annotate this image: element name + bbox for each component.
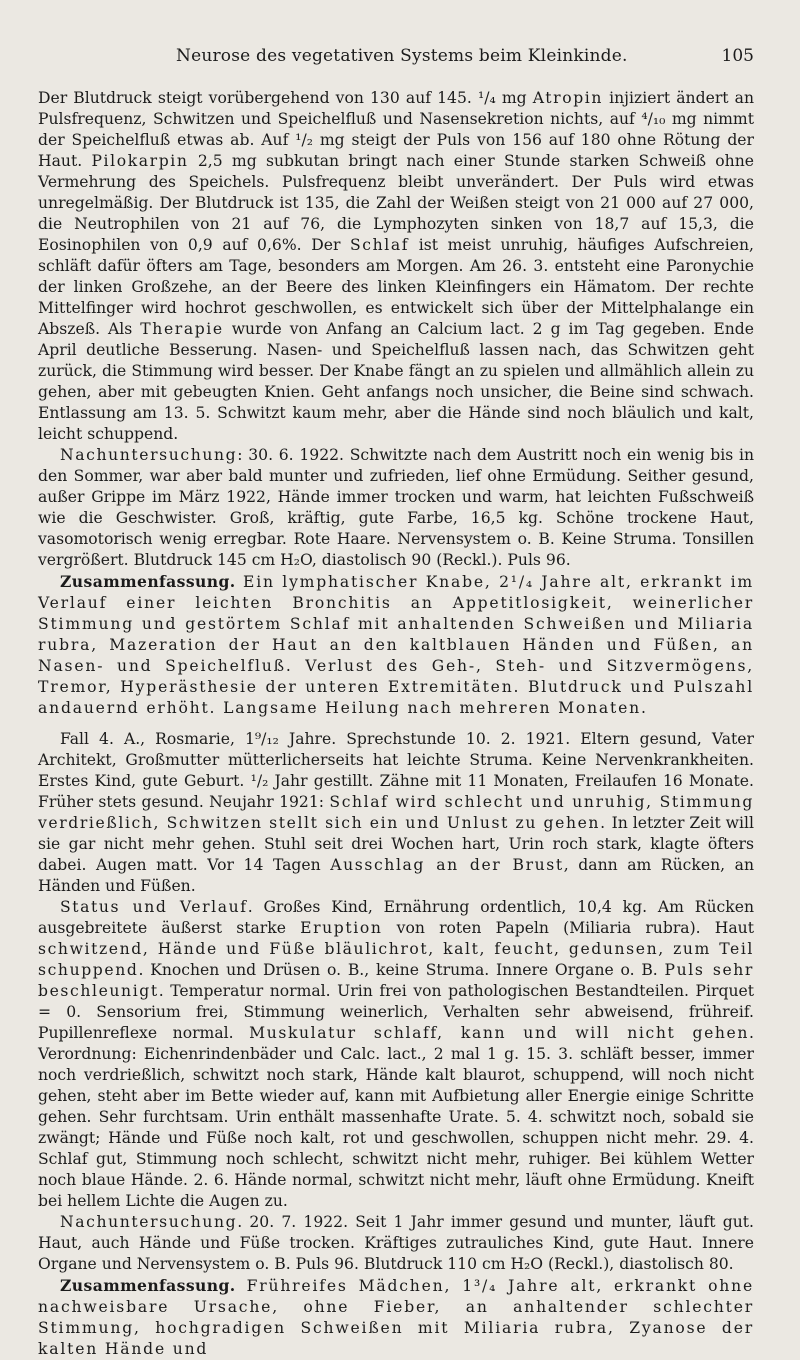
paragraph-case4-status [38,897,754,1212]
summary-heading: Zusammenfassung. [60,1276,236,1295]
text-run: . Knochen und Drüsen o. B., keine Struma. Innere Organe o. B. [138,961,665,979]
page-number: 105 [721,46,754,66]
text-run: . 20. 7. 1922. Seit 1 Jahr immer gesund und munter, läuft gut. Haut, auch Hände und Füße trocken. Kräftiges zutrauliches Kind, gute Haut. Innere Organe und Nervensystem o. B. Puls 96. Blutdruck 110 cm H₂O (Reckl.), diastolisch 80. [38,1213,754,1273]
spaced-term: Atropin [532,89,604,107]
spaced-term: Therapie [140,320,224,338]
paragraph-summary-case3 [38,571,754,719]
spaced-term: Status und Verlauf [60,898,248,916]
spaced-text: Frühreifes Mädchen, 1³/₄ Jahre alt, erkrankt ohne nachweisbare Ursache, ohne Fieber, an anhaltender schlechter Stimmung, hochgradigen Schweißen mit Miliaria rubra, Zyanose der kalten Hände und [38,1277,754,1358]
spaced-term: Nachuntersuchung [60,1213,238,1231]
spaced-text: Puls sehr beschleunigt [38,961,754,1000]
spaced-term: Schlaf [350,236,410,254]
text-run: Der Blutdruck steigt vorübergehend von 130 auf 145. ¹/₄ mg [38,89,533,107]
paragraph-followup-case4 [38,1212,754,1275]
paragraph-followup-case3 [38,445,754,571]
text-run: ist meist unruhig, häufiges Aufschreien, schläft dafür öfters am Tage, besonders am Morgen. Am 26. 3. entsteht eine Paronychie der linken Großzehe, an der Beere des linken Kleinfingers ein Hämatom. Der rechte Mittelfinger wird hochrot geschwollen, es entwickelt sich über der Mittelphalange ein Abszeß. Als [38,236,754,338]
running-header [38,46,754,70]
spaced-term: Pilokarpin [91,152,189,170]
spaced-text: Ein lymphatischer Knabe, 2¹/₄ Jahre alt, erkrankt im Verlauf einer leichten Bronchitis an Appetitlosigkeit, weinerlicher Stimmung und gestörtem Schlaf mit anhaltenden Schweißen und Miliaria rubra, Mazeration der Haut an den kaltblauen Händen und Füßen, an Nasen- und Speichelfluß. Verlust des Geh-, Steh- und Sitzvermögens, Tremor, Hyperästhesie der unteren Extremitäten. Blutdruck und Pulszahl andauernd erhöht. Langsame Heilung nach mehreren Monaten. [38,573,754,717]
text-run: : 30. 6. 1922. Schwitzte nach dem Austritt noch ein wenig bis in den Sommer, war aber bald munter und zufrieden, lief ohne Ermüdung. Seither gesund, außer Grippe im März 1922, Hände immer trocken und warm, hat leichten Fußschweiß wie die Geschwister. Groß, kräftig, gute Farbe, 16,5 kg. Schöne trockene Haut, vasomotorisch wenig erregbar. Rote Haare. Nervensystem o. B. Keine Struma. Tonsillen vergrößert. Blutdruck 145 cm H₂O, diastolisch 90 (Reckl.). Puls 96. [38,446,754,569]
text-run: von roten Papeln (Miliaria rubra). Haut [382,919,754,937]
text-run: Fall 4. A., Rosmarie, 1⁹/₁₂ Jahre. Sprechstunde 10. 2. 1921. Eltern gesund, Vater Architekt, Großmutter mütterlicherseits hat leichte Struma. Keine Nervenkrankheiten. Erstes Kind, gute Geburt. ¹/₂ Jahr gestillt. Zähne mit 11 Monaten, Freilaufen 16 Monate. Früher stets gesund. Neujahr 1921: [38,730,754,811]
text-run: . Temperatur normal. Urin frei von pathologischen Bestandteilen. Pirquet = 0. Sensorium frei, Stimmung weinerlich, Verhalten sehr abweisend, frühreif. Pupillenreflexe normal. [38,982,754,1042]
spaced-term: Ausschlag an der Brust [330,856,564,874]
paragraph-case4-history [38,729,754,897]
body-text [38,88,754,1360]
spaced-term: Nachuntersuchung [60,446,238,464]
paragraph-case3-continuation [38,88,754,445]
spaced-term: Eruption [300,919,383,937]
text-run: wurde von Anfang an Calcium lact. 2 g im Tag gegeben. Ende April deutliche Besserung. Nasen- und Speichelfluß lassen nach, das Schwitzen geht zurück, die Stimmung wird besser. Der Knabe fängt an zu spielen und allmählich allein zu gehen, aber mit gebeugten Knien. Geht anfangs noch unsicher, die Beine sind schwach. Entlassung am 13. 5. Schwitzt kaum mehr, aber die Hände sind noch bläulich und kalt, leicht schuppend. [38,320,755,443]
text-run: In letzter Zeit will sie gar nicht mehr gehen. Stuhl seit drei Wochen hart, Urin roch stark, klagte öfters dabei. Augen matt. Vor 14 Tagen [38,814,754,874]
spaced-text: schwitzend, Hände und Füße bläulichrot, kalt, feucht, gedunsen, zum Teil schuppend [38,940,754,979]
text-run: . Großes Kind, Ernährung ordentlich, 10,4 kg. Am Rücken ausgebreitete äußerst starke [38,898,754,937]
text-run: . Verordnung: Eichenrindenbäder und Calc. lact., 2 mal 1 g. 15. 3. schläft besser, immer noch verdrießlich, schwitzt noch stark, Hände kalt blaurot, schuppend, will noch nicht gehen, steht aber im Bette wieder auf, kann mit Aufbietung aller Energie einige Schritte gehen. Sehr furchtsam. Urin enthält massenhafte Urate. 5. 4. schwitzt noch, sobald sie zwängt; Hände und Füße noch kalt, rot und geschwollen, schuppen nicht mehr. 29. 4. Schlaf gut, Stimmung noch schlecht, schwitzt nicht mehr, ruhiger. Bei kühlem Wetter noch blaue Hände. 2. 6. Hände normal, schwitzt nicht mehr, läuft ohne Ermüdung. Kneift bei hellem Lichte die Augen zu. [38,1024,754,1210]
text-run: 2,5 mg subkutan bringt nach einer Stunde starken Schweiß ohne Vermehrung des Speichels. Pulsfrequenz bleibt unverändert. Der Puls wird etwas unregelmäßig. Der Blutdruck ist 135, die Zahl der Weißen steigt von 21 000 auf 27 000, die Neutrophilen von 21 auf 76, die Lymphozyten sinken von 18,7 auf 15,3, die Eosinophilen von 0,9 auf 0,6%. Der [38,152,754,254]
paragraph-summary-case4 [38,1275,754,1360]
running-title: Neurose des vegetativen Systems beim Kleinkinde. [176,46,628,66]
text-run: injiziert ändert an Pulsfrequenz, Schwitzen und Speichelfluß und Nasensekretion nichts, auf ⁴/₁₀ mg nimmt der Speichelfluß etwas ab. Auf ¹/₂ mg steigt der Puls von 156 auf 180 ohne Rötung der Haut. [38,89,754,170]
spaced-text: Muskulatur schlaff, kann und will nicht gehen [249,1024,750,1042]
spaced-text: Schlaf wird schlecht und unruhig, Stimmung verdrießlich, Schwitzen stellt sich ein und Unlust zu gehen. [38,793,754,832]
text-run: , dann am Rücken, an Händen und Füßen. [38,856,754,895]
summary-heading: Zusammenfassung. [60,572,236,591]
